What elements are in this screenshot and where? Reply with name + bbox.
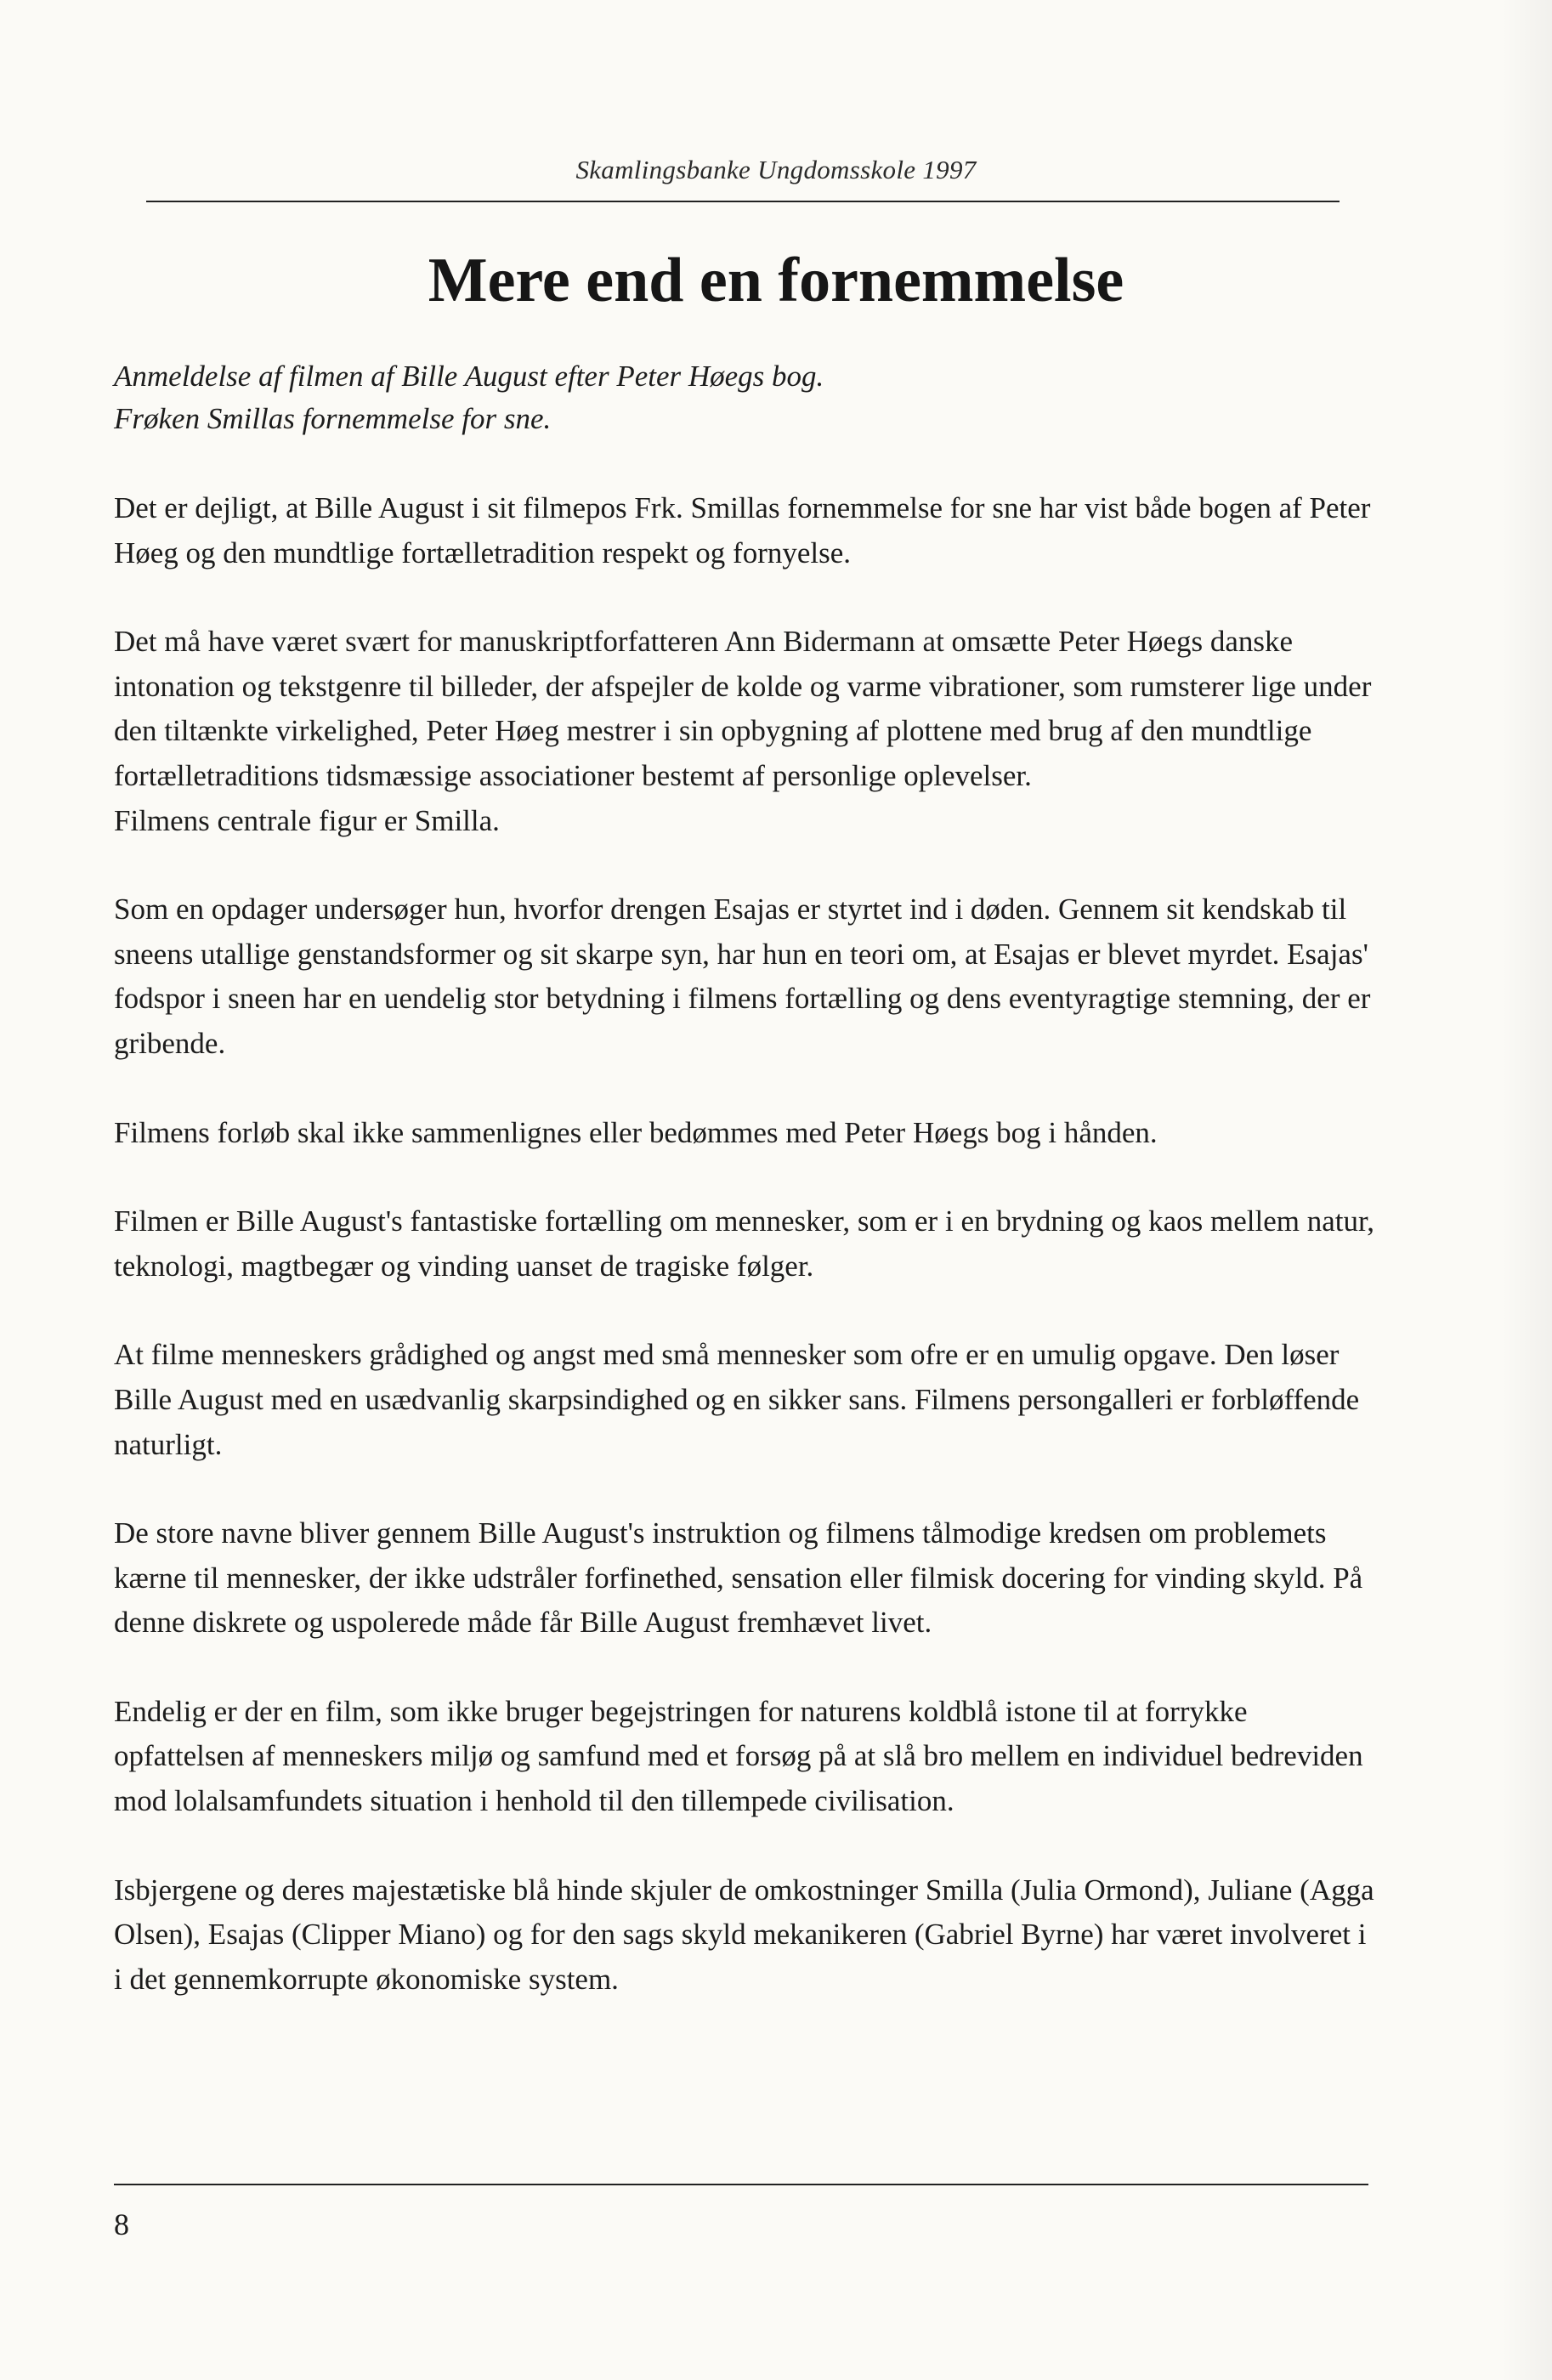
page-edge-shadow: [1501, 0, 1552, 2380]
paragraph: Som en opdager undersøger hun, hvorfor drengen Esajas er styrtet ind i døden. Gennem sit kendskab til sneens utallige genstandsformer og sit skarpe syn, har hun en teori om, at Esajas er blevet myrdet. Esajas' fodspor i sneen har en uendelig stor betydning i filmens fortælling og dens eventyragtige stemning, der er gribende.: [114, 892, 1371, 1060]
paragraph: Filmens forløb skal ikke sammenlignes eller bedømmes med Peter Høegs bog i hånden.: [114, 1115, 1158, 1149]
footer-rule: [114, 2184, 1368, 2185]
article-title: Mere end en fornemmelse: [428, 246, 1124, 315]
running-header: Skamlingsbanke Ungdomsskole 1997: [575, 155, 977, 184]
article-subtitle: [114, 355, 1389, 440]
paragraph: At filme menneskers grådighed og angst med små mennesker som ofre er en umulig opgave. Den løser Bille August med en usædvanlig skarpsindighed og en sikker sans. Filmens persongalleri er forbløffende naturligt.: [114, 1338, 1360, 1461]
paragraph: Endelig er der en film, som ikke bruger begejstringen for naturens koldblå istone til at forrykke opfattelsen af menneskers miljø og samfund med et forsøg på at slå bro mellem en individuel bedreviden mod lolalsamfundets situation i henhold til den tillempede civilisation.: [114, 1694, 1363, 1818]
subtitle-line: Anmeldelse af filmen af Bille August efter Peter Høegs bog.: [114, 360, 824, 393]
paragraph: Det er dejligt, at Bille August i sit filmepos Frk. Smillas fornemmelse for sne har vist både bogen af Peter Høeg og den mundtlige fortælletradition respekt og fornyelse.: [114, 491, 1371, 570]
paragraph: Filmen er Bille August's fantastiske fortælling om mennesker, som er i en brydning og kaos mellem natur, teknologi, magtbegær og vinding uanset de tragiske følger.: [114, 1204, 1374, 1283]
header-rule: [146, 201, 1340, 202]
paragraph: Det må have været svært for manuskriptforfatteren Ann Bidermann at omsætte Peter Høegs danske intonation og tekstgenre til billeder, der afspejler de kolde og varme vibrationer, som rumsterer lige under den tiltænkte virkelighed, Peter Høeg mestrer i sin opbygning af plottene med brug af den mundtlige fortælletraditions tidsmæssige associationer bestemt af personlige oplevelser.: [114, 625, 1372, 792]
page-number: 8: [114, 2207, 129, 2241]
subtitle-line: Frøken Smillas fornemmelse for sne.: [114, 402, 552, 435]
article-body: [114, 486, 1380, 2002]
paragraph: Isbjergene og deres majestætiske blå hinde skjuler de omkostninger Smilla (Julia Ormond), Juliane (Agga Olsen), Esajas (Clipper Miano) og for den sags skyld mekanikeren (Gabriel Byrne) har været involveret i i det gennemkorrupte økonomiske system.: [114, 1873, 1374, 1996]
paragraph: De store navne bliver gennem Bille August's instruktion og filmens tålmodige kredsen om problemets kærne til mennesker, der ikke udstråler forfinethed, sensation eller filmisk docering for vinding skyld. På denne diskrete og uspolerede måde får Bille August fremhævet livet.: [114, 1516, 1363, 1640]
paragraph: Filmens centrale figur er Smilla.: [114, 803, 500, 837]
